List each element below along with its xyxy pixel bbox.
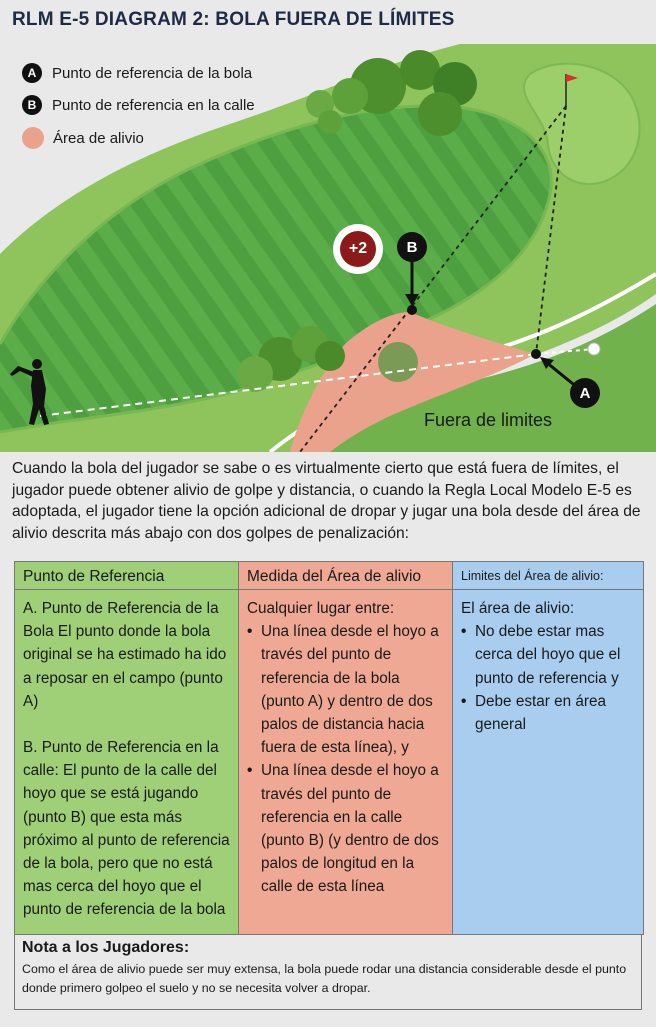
intro-text: Cuando la bola del jugador se sabe o es virtualmente cierto que está fuera de límites, el jugador puede obtener alivio de golpe y distancia, o cuando la Regla Local Modelo E-5 es adoptada, el jugador tiene la opción adicional de dropar y jugar una bola desde del área de alivio descrita más abajo con dos golpes de penalización: <box>12 460 641 542</box>
relief-swatch-icon <box>22 127 44 149</box>
note-text: Como el área de alivio puede ser muy extensa, la bola puede rodar una distancia considerable desde el punto donde primero golpeo el suelo y no se necesita volver a dropar. <box>22 962 627 995</box>
relief-limits-lead: El área de alivio: <box>461 600 575 617</box>
legend-item-b <box>22 95 255 115</box>
penalty-badge <box>333 224 383 274</box>
list-item <box>247 620 444 759</box>
title-bar <box>0 0 656 44</box>
column-relief-limits <box>453 562 643 934</box>
relief-limits-bullet-2: Debe estar en área general <box>475 692 606 734</box>
relief-size-lead: Cualquier lugar entre: <box>247 600 395 617</box>
reference-point-a-text: A. Punto de Referencia de la Bola El punto donde la bola original se ha estimado ha ido a reposar en el campo (punto A) <box>23 600 227 710</box>
note-title: Nota a los Jugadores: <box>22 939 190 956</box>
out-of-bounds-label: Fuera de limites <box>424 410 553 430</box>
column-header: Medida del Área de alivio <box>239 562 452 590</box>
ball-icon <box>588 343 600 355</box>
bullet-icon: • <box>247 623 253 641</box>
list-item <box>461 690 635 736</box>
legend-label-relief: Área de alivio <box>53 129 144 147</box>
relief-table <box>14 561 644 935</box>
penalty-badge-text: +2 <box>340 231 376 267</box>
bullet-icon: • <box>461 623 467 641</box>
reference-point-b-text: B. Punto de Referencia en la calle: El punto de la calle del hoyo que se está jugando (punto B) que esta más próximo al punto de referencia de la bola, pero que no está mas cerca del hoyo que el punto de referencia de la bola <box>23 739 230 919</box>
column-header: Punto de Referencia <box>15 562 238 590</box>
legend-item-a <box>22 63 252 83</box>
player-note <box>14 934 642 1010</box>
legend-label-a: Punto de referencia de la bola <box>52 64 253 82</box>
page-title: RLM E-5 DIAGRAM 2: BOLA FUERA DE LÍMITES <box>12 9 455 30</box>
marker-b-icon: B <box>22 95 42 115</box>
marker-b-callout: B <box>397 232 427 262</box>
relief-size-bullet-1: Una línea desde el hoyo a través del punto de referencia de la bola (punto A) y dentro de dos palos de distancia hacia fuera de esta línea), y <box>261 623 439 757</box>
relief-size-bullet-2: Una línea desde el hoyo a través del punto de referencia en la calle (punto B) (y dentro de dos palos de longitud en la calle de esta línea <box>261 762 439 896</box>
column-reference-point <box>15 562 239 934</box>
column-relief-size <box>239 562 453 934</box>
reference-point-a <box>531 349 541 359</box>
relief-limits-bullet-1: No debe estar mas cerca del hoyo que el punto de referencia y <box>475 623 621 687</box>
bullet-icon: • <box>461 692 467 710</box>
marker-a-icon: A <box>22 63 42 83</box>
bullet-icon: • <box>247 762 253 780</box>
column-header: Limites del Área de alivio: <box>453 562 643 590</box>
reference-point-b <box>407 305 417 315</box>
course-diagram <box>0 44 656 452</box>
list-item <box>247 759 444 898</box>
legend-label-b: Punto de referencia en la calle <box>52 96 255 114</box>
list-item <box>461 620 635 690</box>
marker-a-callout: A <box>570 378 600 408</box>
legend-item-relief <box>22 127 144 149</box>
